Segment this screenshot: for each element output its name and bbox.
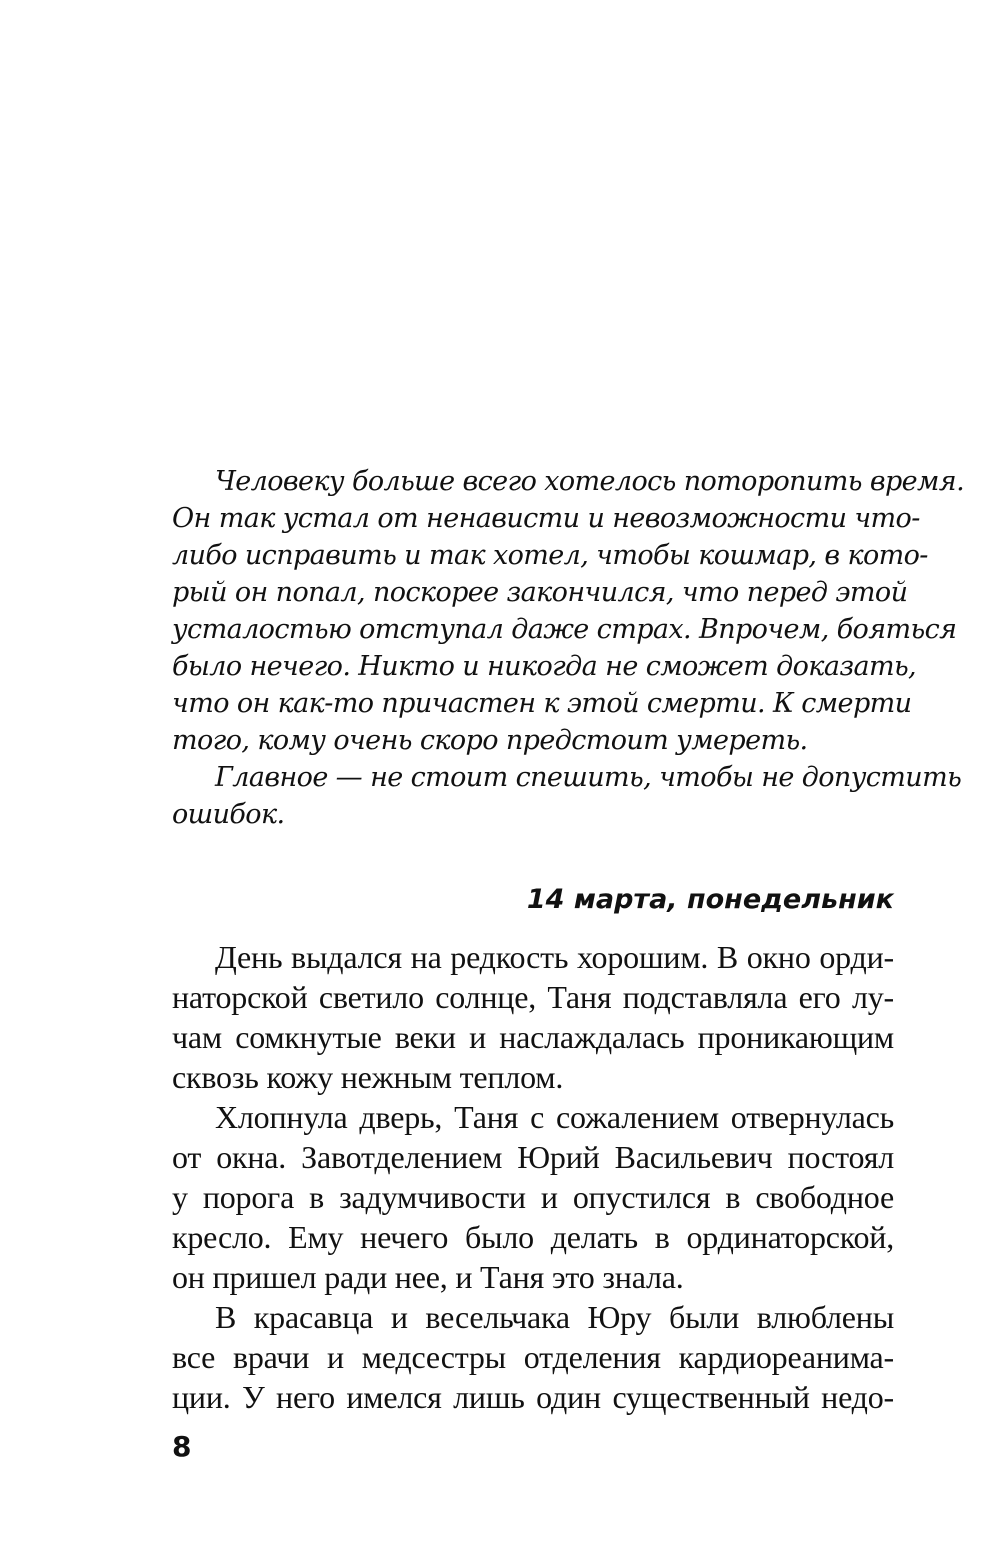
body-line: он пришел ради нее, и Таня это знала. (172, 1259, 684, 1295)
body-line: ции. У него имелся лишь один существенный недо- (172, 1379, 894, 1415)
body-line: Хлопнула дверь, Таня с сожалением отвернулась (215, 1099, 894, 1135)
epigraph-line: либо исправить и так хотел, чтобы кошмар, в кото- (172, 540, 928, 571)
epigraph-line: Он так устал от ненависти и невозможности что- (172, 503, 920, 534)
body-line: сквозь кожу нежным теплом. (172, 1059, 564, 1095)
epigraph-line: ошибок. (172, 799, 285, 830)
epigraph-line: усталостью отступал даже страх. Впрочем, бояться (172, 614, 957, 645)
epigraph-line: рый он попал, поскорее закончился, что перед этой (172, 577, 908, 608)
body-line: кресло. Ему нечего было делать в ординаторской, (172, 1219, 894, 1255)
epigraph-line: того, кому очень скоро предстоит умереть. (172, 725, 808, 756)
epigraph-line: Главное — не стоит спешить, чтобы не допустить (215, 762, 962, 793)
date-heading: 14 марта, понедельник (526, 884, 894, 915)
epigraph-line: Человеку больше всего хотелось поторопить время. (215, 466, 965, 497)
epigraph-line: что он как-то причастен к этой смерти. К смерти (172, 688, 912, 719)
body-line: от окна. Завотделением Юрий Васильевич постоял (172, 1139, 894, 1175)
body-line: чам сомкнутые веки и наслаждалась проникающим (172, 1019, 894, 1055)
epigraph-line: было нечего. Никто и никогда не сможет доказать, (172, 651, 917, 682)
body-line: наторской светило солнце, Таня подставляла его лу- (172, 979, 894, 1015)
page-number: 8 (172, 1430, 192, 1463)
body-line: В красавца и весельчака Юру были влюблены (215, 1299, 894, 1335)
body-line: у порога в задумчивости и опустился в свободное (172, 1179, 894, 1215)
body-line: все врачи и медсестры отделения кардиореанима- (172, 1339, 894, 1375)
body-line: День выдался на редкость хорошим. В окно орди- (215, 939, 894, 975)
